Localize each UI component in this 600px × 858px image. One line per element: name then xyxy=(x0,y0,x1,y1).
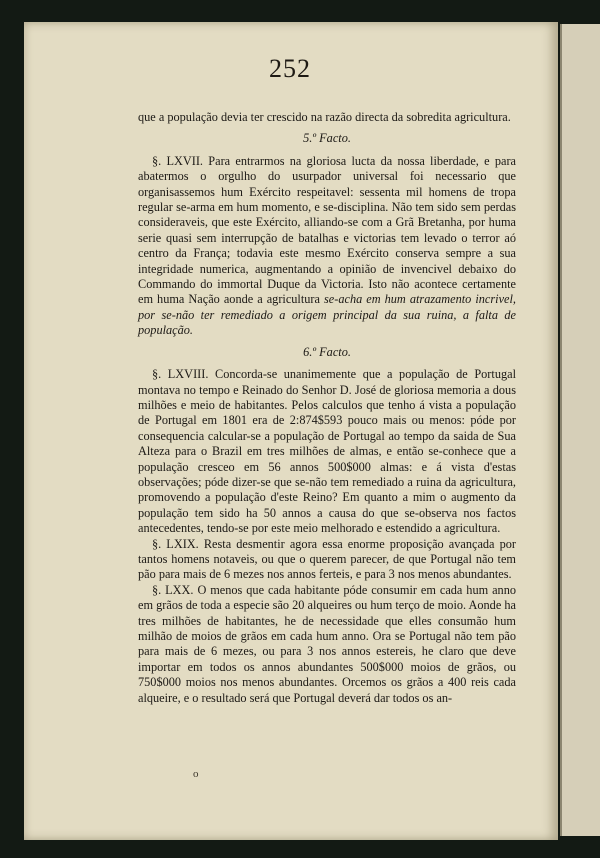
section-lxix: §. LXIX. xyxy=(152,536,199,551)
paragraph-lxix xyxy=(138,537,516,583)
paragraph-lxx-text: O menos que cada habitante póde consumir em cada hum anno em grãos de toda a especie são 20 alqueires ou hum terço de moio. Aonde ha tres milhões de habitantes, he de necessidade que elles consumão hum milhão de moios de grãos em cada hum anno. Ora se Portugal não tem pão para mais de 6 mezes, ou para 3 nos annos estereis, he claro que deve importar em todos os annos abundantes 500$000 moios de grãos, ou 750$000 moios nos menos abundantes. Orcemos os grãos a 400 reis cada alqueire, e o resultado será que Portugal deverá dar todos os an- xyxy=(138,582,516,705)
paragraph-lxviii xyxy=(138,367,516,536)
paragraph-lxviii-text: Concorda-se unanimemente que a população de Portugal montava no tempo e Reinado do Senhor D. José de gloriosa memoria a dous milhões e meio de habitantes. Pelos calculos que tenho á vista a população de Portugal em 1801 era de 2:874$593 pouco mais ou menos: póde por consequencia calcular-se a população de Portugal ao tempo da saida de Sua Alteza para o Brazil em tres milhões de almas, e então se-conhece que a população cresceo em 56 annos 500$000 almas: e á vista d'estas observações; póde dizer-se que se-não tem remediado a ruina da agricultura, promovendo a população d'este Reino? Em quanto a mim o augmento da população tem sido ha 50 annos a causa do que se-observa nos factos antecedentes, tendo-se por este meio melhorado e estendido a agricultura. xyxy=(138,367,516,536)
page-number: 252 xyxy=(269,54,311,83)
paragraph-lxvii-italic: se-acha em hum atrazamento incrivel, por se-não ter remediado a origem principal da sua ruina, a falta de população. xyxy=(138,292,516,338)
paragraph-lxvii-text: Para entrarmos na gloriosa lucta da nossa liberdade, e para abatermos o orgulho do usurpador universal foi necessario que organisassemos hum Exército respeitavel: sessenta mil homens de tropa regular se-arma em hum momento, e se-disciplina. Não tem sido sem perdas consideraveis, que este Exército, alliando-se com a Grã Bretanha, por huma serie quasi sem interrupção de batalhas e victorias tem levado o terror aó centro da França; todavia este mesmo Exército conserva sempre a sua integridade numerica, augmentando a opinião de invencivel debaixo do Commando do immortal Duque da Victoria. Isto não acontece certamente em huma Nação aonde a agricultura xyxy=(138,153,516,307)
paragraph-lxix-text: Resta desmentir agora essa enorme proposição avançada por tantos homens notaveis, ou que o querem parecer, de que Portugal não tem pão para mais de 6 mezes nos annos ferteis, e para 3 nos menos abundantes. xyxy=(138,536,516,582)
paragraph-lxvii xyxy=(138,154,516,339)
section-lxvii: §. LXVII. xyxy=(152,153,204,168)
adjacent-page-edge xyxy=(560,24,600,836)
page-text xyxy=(138,110,516,706)
heading-fact-5: 5.º Facto. xyxy=(303,131,351,146)
paragraph-lxx xyxy=(138,583,516,706)
heading-fact-6: 6.º Facto. xyxy=(303,344,351,359)
section-lxviii: §. LXVIII. xyxy=(152,367,209,382)
footer-mark: o xyxy=(193,768,199,780)
intro-paragraph: que a população devia ter crescido na razão directa da sobredita agricultura. xyxy=(138,110,511,124)
section-lxx: §. LXX. xyxy=(152,582,194,597)
